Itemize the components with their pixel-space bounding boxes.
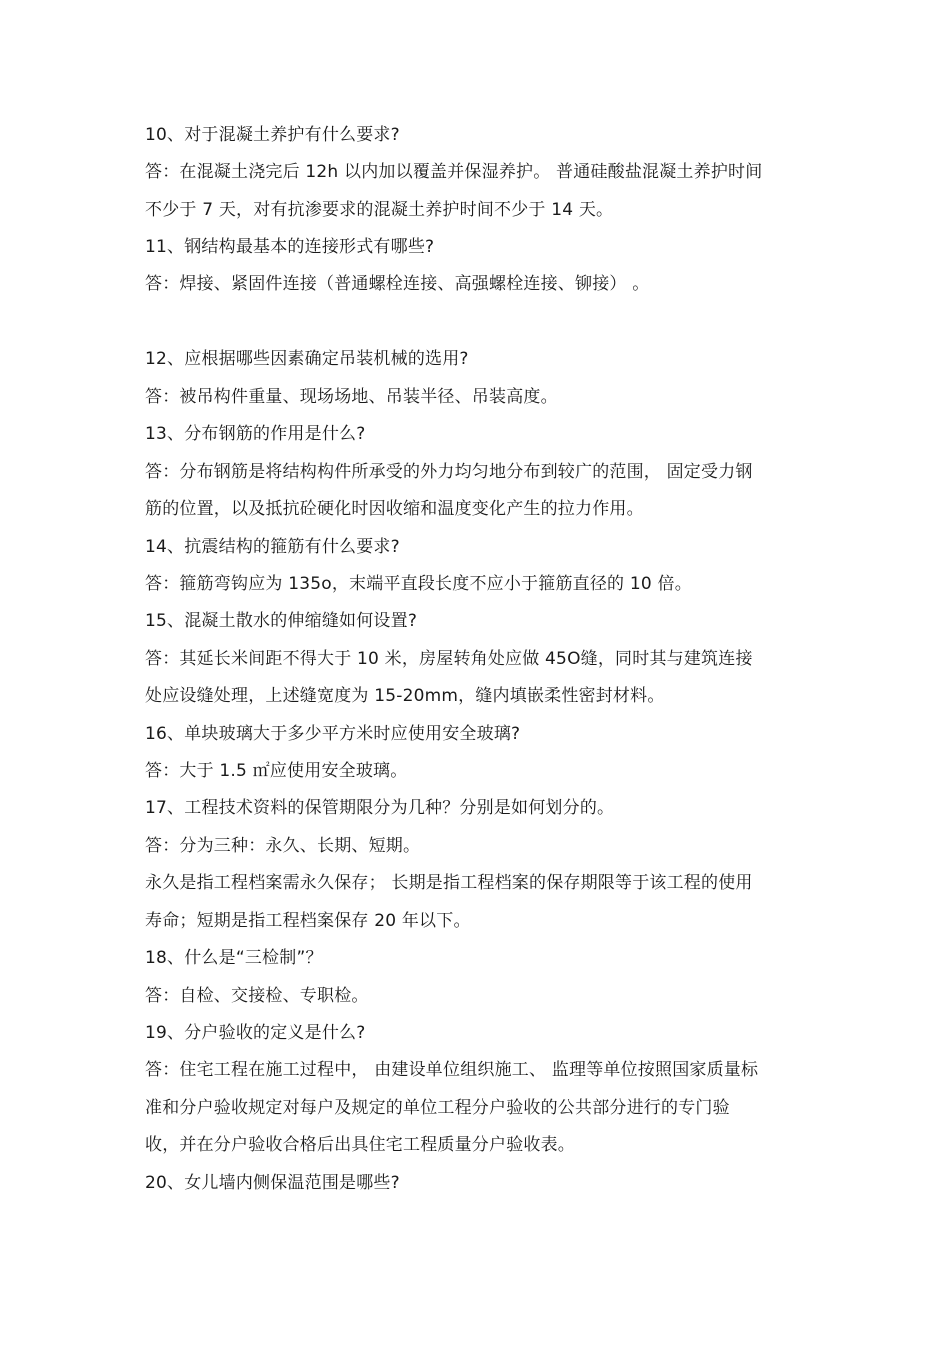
- question-15: 15、混凝土散水的伸缩缝如何设置?: [145, 611, 418, 631]
- question-14: 14、抗震结构的箍筋有什么要求?: [145, 537, 400, 557]
- question-16: 16、单块玻璃大于多少平方米时应使用安全玻璃?: [145, 724, 521, 744]
- answer-15-line-1: 答：其延长米间距不得大于 10 米，房屋转角处应做 45Ο缝，同时其与建筑连接: [145, 649, 753, 669]
- question-18: 18、什么是“三检制”？: [145, 948, 323, 968]
- answer-10-line-2: 不少于 7 天，对有抗渗要求的混凝土养护时间不少于 14 天。: [145, 200, 614, 220]
- question-13: 13、分布钢筋的作用是什么?: [145, 424, 366, 444]
- answer-18: 答：自检、交接检、专职检。: [145, 986, 369, 1006]
- question-12: 12、应根据哪些因素确定吊装机械的选用?: [145, 349, 469, 369]
- answer-11: 答：焊接、紧固件连接（普通螺栓连接、高强螺栓连接、铆接） 。: [145, 274, 650, 294]
- question-11: 11、钢结构最基本的连接形式有哪些?: [145, 237, 435, 257]
- answer-19-line-2: 准和分户验收规定对每户及规定的单位工程分户验收的公共部分进行的专门验: [145, 1098, 730, 1118]
- question-19: 19、分户验收的定义是什么?: [145, 1023, 366, 1043]
- answer-10-line-1: 答：在混凝土浇完后 12h 以内加以覆盖并保湿养护。 普通硅酸盐混凝土养护时间: [145, 162, 763, 182]
- answer-17-line-3: 寿命；短期是指工程档案保存 20 年以下。: [145, 911, 471, 931]
- answer-14: 答：箍筋弯钩应为 135ο，末端平直段长度不应小于箍筋直径的 10 倍。: [145, 574, 692, 594]
- answer-13-line-1: 答：分布钢筋是将结构构件所承受的外力均匀地分布到较广的范围， 固定受力钢: [145, 462, 753, 482]
- answer-19-line-1: 答：住宅工程在施工过程中， 由建设单位组织施工、 监理等单位按照国家质量标: [145, 1060, 759, 1080]
- answer-15-line-2: 处应设缝处理，上述缝宽度为 15-20mm，缝内填嵌柔性密封材料。: [145, 686, 665, 706]
- answer-16: 答：大于 1.5 ㎡应使用安全玻璃。: [145, 761, 408, 781]
- answer-12: 答：被吊构件重量、现场场地、吊装半径、吊装高度。: [145, 387, 558, 407]
- question-10: 10、对于混凝土养护有什么要求?: [145, 125, 400, 145]
- answer-13-line-2: 筋的位置，以及抵抗砼硬化时因收缩和温度变化产生的拉力作用。: [145, 499, 644, 519]
- answer-17-line-1: 答：分为三种：永久、长期、短期。: [145, 836, 421, 856]
- answer-17-line-2: 永久是指工程档案需永久保存； 长期是指工程档案的保存期限等于该工程的使用: [145, 873, 753, 893]
- question-20: 20、女儿墙内侧保温范围是哪些?: [145, 1173, 400, 1193]
- question-17: 17、工程技术资料的保管期限分为几种？分别是如何划分的。: [145, 798, 615, 818]
- answer-19-line-3: 收，并在分户验收合格后出具住宅工程质量分户验收表。: [145, 1135, 575, 1155]
